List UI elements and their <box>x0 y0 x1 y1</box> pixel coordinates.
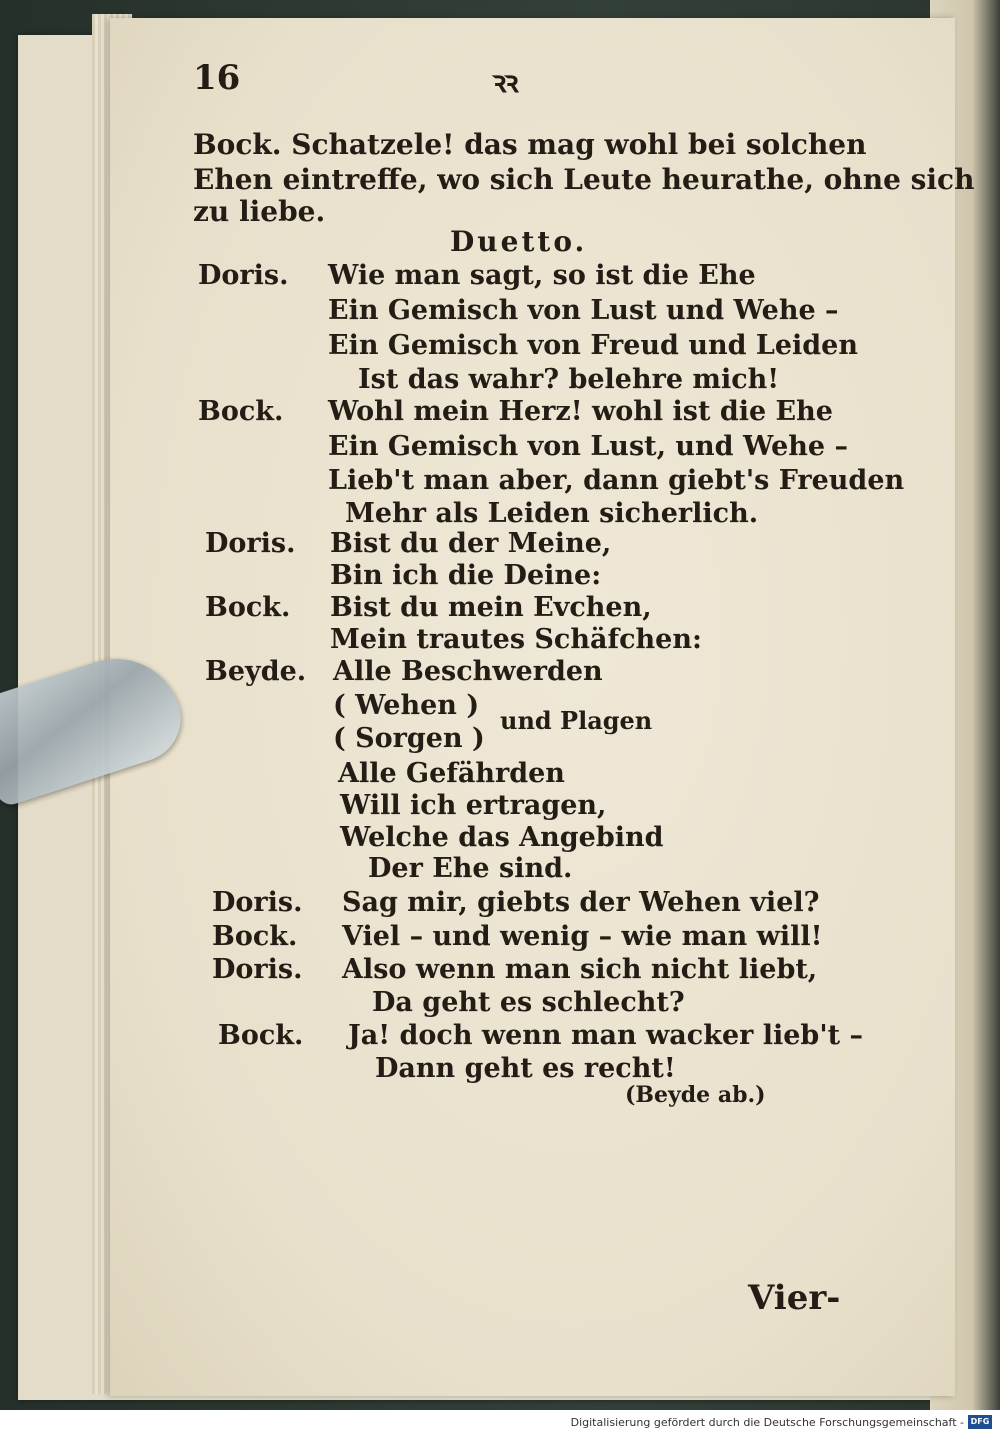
header-ornament: ꝛꝛ <box>492 65 517 100</box>
section-heading: Duetto. <box>450 225 588 258</box>
verse-line: Ja! doch wenn man wacker lieb't – <box>348 1020 863 1051</box>
verse-line: Ein Gemisch von Lust, und Wehe – <box>328 431 848 462</box>
brace-note: und Plagen <box>500 706 653 735</box>
verse-line: Viel – und wenig – wie man will! <box>342 921 823 952</box>
verse-line: Welche das Angebind <box>340 822 664 853</box>
verse-line: Ein Gemisch von Freud und Leiden <box>328 330 858 361</box>
prose-line-3: zu liebe. <box>193 195 326 228</box>
verse-line: Sag mir, giebts der Wehen viel? <box>342 887 820 918</box>
verse-line: Mehr als Leiden sicherlich. <box>345 498 759 529</box>
verse-line: Bin ich die Deine: <box>330 560 602 591</box>
verse-line: Wie man sagt, so ist die Ehe <box>328 260 756 291</box>
verse-line: ( Sorgen ) <box>333 723 485 754</box>
verse-line: Bist du der Meine, <box>330 528 612 559</box>
speaker-label: Bock. <box>198 396 284 427</box>
verse-line: Ein Gemisch von Lust und Wehe – <box>328 295 839 326</box>
page-number: 16 <box>193 58 241 98</box>
speaker-label: Doris. <box>212 887 303 918</box>
speaker-label: Beyde. <box>205 656 307 687</box>
verse-line: Wohl mein Herz! wohl ist die Ehe <box>328 396 833 427</box>
verse-line: Mein trautes Schäfchen: <box>330 624 702 655</box>
verse-line: Lieb't man aber, dann giebt's Freuden <box>328 465 905 496</box>
prose-line-1: Bock. Schatzele! das mag wohl bei solchen <box>193 128 867 161</box>
speaker-label: Doris. <box>205 528 296 559</box>
verse-line: Will ich ertragen, <box>340 790 607 821</box>
speaker-label: Doris. <box>198 260 289 291</box>
prose-line-2: Ehen eintreffe, wo sich Leute heurathe, ohne sich <box>193 163 975 196</box>
speaker-label: Bock. <box>218 1020 304 1051</box>
verse-line: Also wenn man sich nicht liebt, <box>342 954 818 985</box>
stage-direction: (Beyde ab.) <box>625 1082 766 1108</box>
verse-line: Dann geht es recht! <box>375 1053 676 1084</box>
verse-line: Ist das wahr? belehre mich! <box>358 364 780 395</box>
speaker-label: Doris. <box>212 954 303 985</box>
speaker-label: Bock. <box>205 592 291 623</box>
verse-line: ( Wehen ) <box>333 690 480 721</box>
verse-line: Der Ehe sind. <box>368 853 573 884</box>
speaker-label: Bock. <box>212 921 298 952</box>
verse-line: Bist du mein Evchen, <box>330 592 652 623</box>
verse-line: Alle Beschwerden <box>333 656 603 687</box>
verse-line: Alle Gefährden <box>338 758 565 789</box>
dfg-logo: DFG <box>968 1415 992 1429</box>
verse-line: Da geht es schlecht? <box>372 987 685 1018</box>
footer-credit: Digitalisierung gefördert durch die Deutsche Forschungsgemeinschaft - <box>570 1416 964 1429</box>
catchword: Vier- <box>748 1278 841 1318</box>
